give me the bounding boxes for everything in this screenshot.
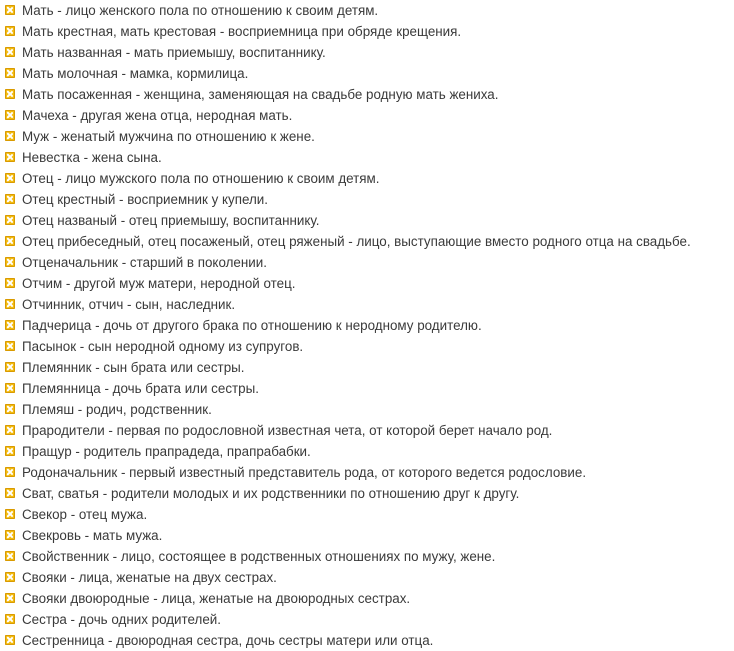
x-bullet-icon	[5, 257, 15, 267]
list-item	[0, 546, 734, 567]
x-bullet-icon	[5, 425, 15, 435]
list-item-text: Муж - женатый мужчина по отношению к жене.	[22, 129, 315, 144]
list-item	[0, 609, 734, 630]
list-item-text: Свояки - лица, женатые на двух сестрах.	[22, 570, 277, 585]
x-bullet-icon	[5, 26, 15, 36]
list-item	[0, 168, 734, 189]
list-item-text: Отчинник, отчич - сын, наследник.	[22, 297, 236, 312]
list-item	[0, 273, 734, 294]
x-bullet-icon	[5, 593, 15, 603]
list-item	[0, 231, 734, 252]
list-item-text: Отец названый - отец приемышу, воспитаннику.	[22, 213, 320, 228]
x-bullet-icon	[5, 236, 15, 246]
list-item	[0, 147, 734, 168]
list-item-text: Отчим - другой муж матери, неродной отец.	[22, 276, 296, 291]
list-item-text: Племянница - дочь брата или сестры.	[22, 381, 259, 396]
list-item	[0, 420, 734, 441]
list-item-text: Падчерица - дочь от другого брака по отношению к неродному родителю.	[22, 318, 482, 333]
list-item	[0, 252, 734, 273]
list-item-text: Свойственник - лицо, состоящее в родственных отношениях по мужу, жене.	[22, 549, 496, 564]
list-item-text: Сват, сватья - родители молодых и их родственники по отношению друг к другу.	[22, 486, 520, 501]
list-item-text: Отец крестный - восприемник у купели.	[22, 192, 268, 207]
list-item	[0, 21, 734, 42]
x-bullet-icon	[5, 89, 15, 99]
x-bullet-icon	[5, 551, 15, 561]
list-item-text: Мать молочная - мамка, кормилица.	[22, 66, 249, 81]
x-bullet-icon	[5, 383, 15, 393]
list-item	[0, 504, 734, 525]
x-bullet-icon	[5, 572, 15, 582]
list-item	[0, 105, 734, 126]
x-bullet-icon	[5, 320, 15, 330]
x-bullet-icon	[5, 152, 15, 162]
list-item-text: Свояки двоюродные - лица, женатые на двоюродных сестрах.	[22, 591, 411, 606]
list-item	[0, 567, 734, 588]
list-item	[0, 126, 734, 147]
x-bullet-icon	[5, 47, 15, 57]
list-item-text: Отец - лицо мужского пола по отношению к своим детям.	[22, 171, 380, 186]
list-item-text: Мать - лицо женского пола по отношению к своим детям.	[22, 3, 379, 18]
x-bullet-icon	[5, 194, 15, 204]
x-bullet-icon	[5, 362, 15, 372]
list-item	[0, 42, 734, 63]
list-item	[0, 441, 734, 462]
list-item	[0, 315, 734, 336]
list-item-text: Отценачальник - старший в поколении.	[22, 255, 267, 270]
list-item	[0, 210, 734, 231]
x-bullet-icon	[5, 131, 15, 141]
x-bullet-icon	[5, 5, 15, 15]
x-bullet-icon	[5, 299, 15, 309]
list-item	[0, 0, 734, 21]
list-item-text: Мать посаженная - женщина, заменяющая на свадьбе родную мать жениха.	[22, 87, 499, 102]
x-bullet-icon	[5, 530, 15, 540]
list-item	[0, 189, 734, 210]
list-item-text: Свекор - отец мужа.	[22, 507, 148, 522]
x-bullet-icon	[5, 173, 15, 183]
list-item	[0, 525, 734, 546]
list-item-text: Свекровь - мать мужа.	[22, 528, 163, 543]
list-item-text: Сестренница - двоюродная сестра, дочь сестры матери или отца.	[22, 633, 434, 648]
x-bullet-icon	[5, 446, 15, 456]
list-item	[0, 483, 734, 504]
x-bullet-icon	[5, 68, 15, 78]
x-bullet-icon	[5, 614, 15, 624]
list-item-text: Сестра - дочь одних родителей.	[22, 612, 221, 627]
x-bullet-icon	[5, 215, 15, 225]
list-item	[0, 336, 734, 357]
list-item	[0, 378, 734, 399]
list-item	[0, 357, 734, 378]
x-bullet-icon	[5, 509, 15, 519]
x-bullet-icon	[5, 110, 15, 120]
list-item	[0, 294, 734, 315]
x-bullet-icon	[5, 488, 15, 498]
list-item-text: Мачеха - другая жена отца, неродная мать.	[22, 108, 293, 123]
list-item	[0, 588, 734, 609]
list-item-text: Мать крестная, мать крестовая - восприемница при обряде крещения.	[22, 24, 462, 39]
list-item-text: Племяш - родич, родственник.	[22, 402, 212, 417]
list-item	[0, 462, 734, 483]
list-item-text: Отец прибеседный, отец посаженый, отец ряженый - лицо, выступающие вместо родного отца на свадьбе.	[22, 234, 691, 249]
x-bullet-icon	[5, 341, 15, 351]
x-bullet-icon	[5, 278, 15, 288]
list-item	[0, 399, 734, 420]
list-item-text: Пращур - родитель прапрадеда, прапрабабки.	[22, 444, 311, 459]
list-item-text: Невестка - жена сына.	[22, 150, 162, 165]
list-item-text: Прародители - первая по родословной известная чета, от которой берет начало род.	[22, 423, 553, 438]
list-item	[0, 63, 734, 84]
list-item-text: Родоначальник - первый известный представитель рода, от которого ведется родословие.	[22, 465, 587, 480]
list-item-text: Племянник - сын брата или сестры.	[22, 360, 245, 375]
x-bullet-icon	[5, 467, 15, 477]
x-bullet-icon	[5, 404, 15, 414]
list-item-text: Мать названная - мать приемышу, воспитаннику.	[22, 45, 326, 60]
list-item	[0, 84, 734, 105]
list-item	[0, 630, 734, 651]
list-item-text: Пасынок - сын неродной одному из супругов.	[22, 339, 304, 354]
x-bullet-icon	[5, 635, 15, 645]
